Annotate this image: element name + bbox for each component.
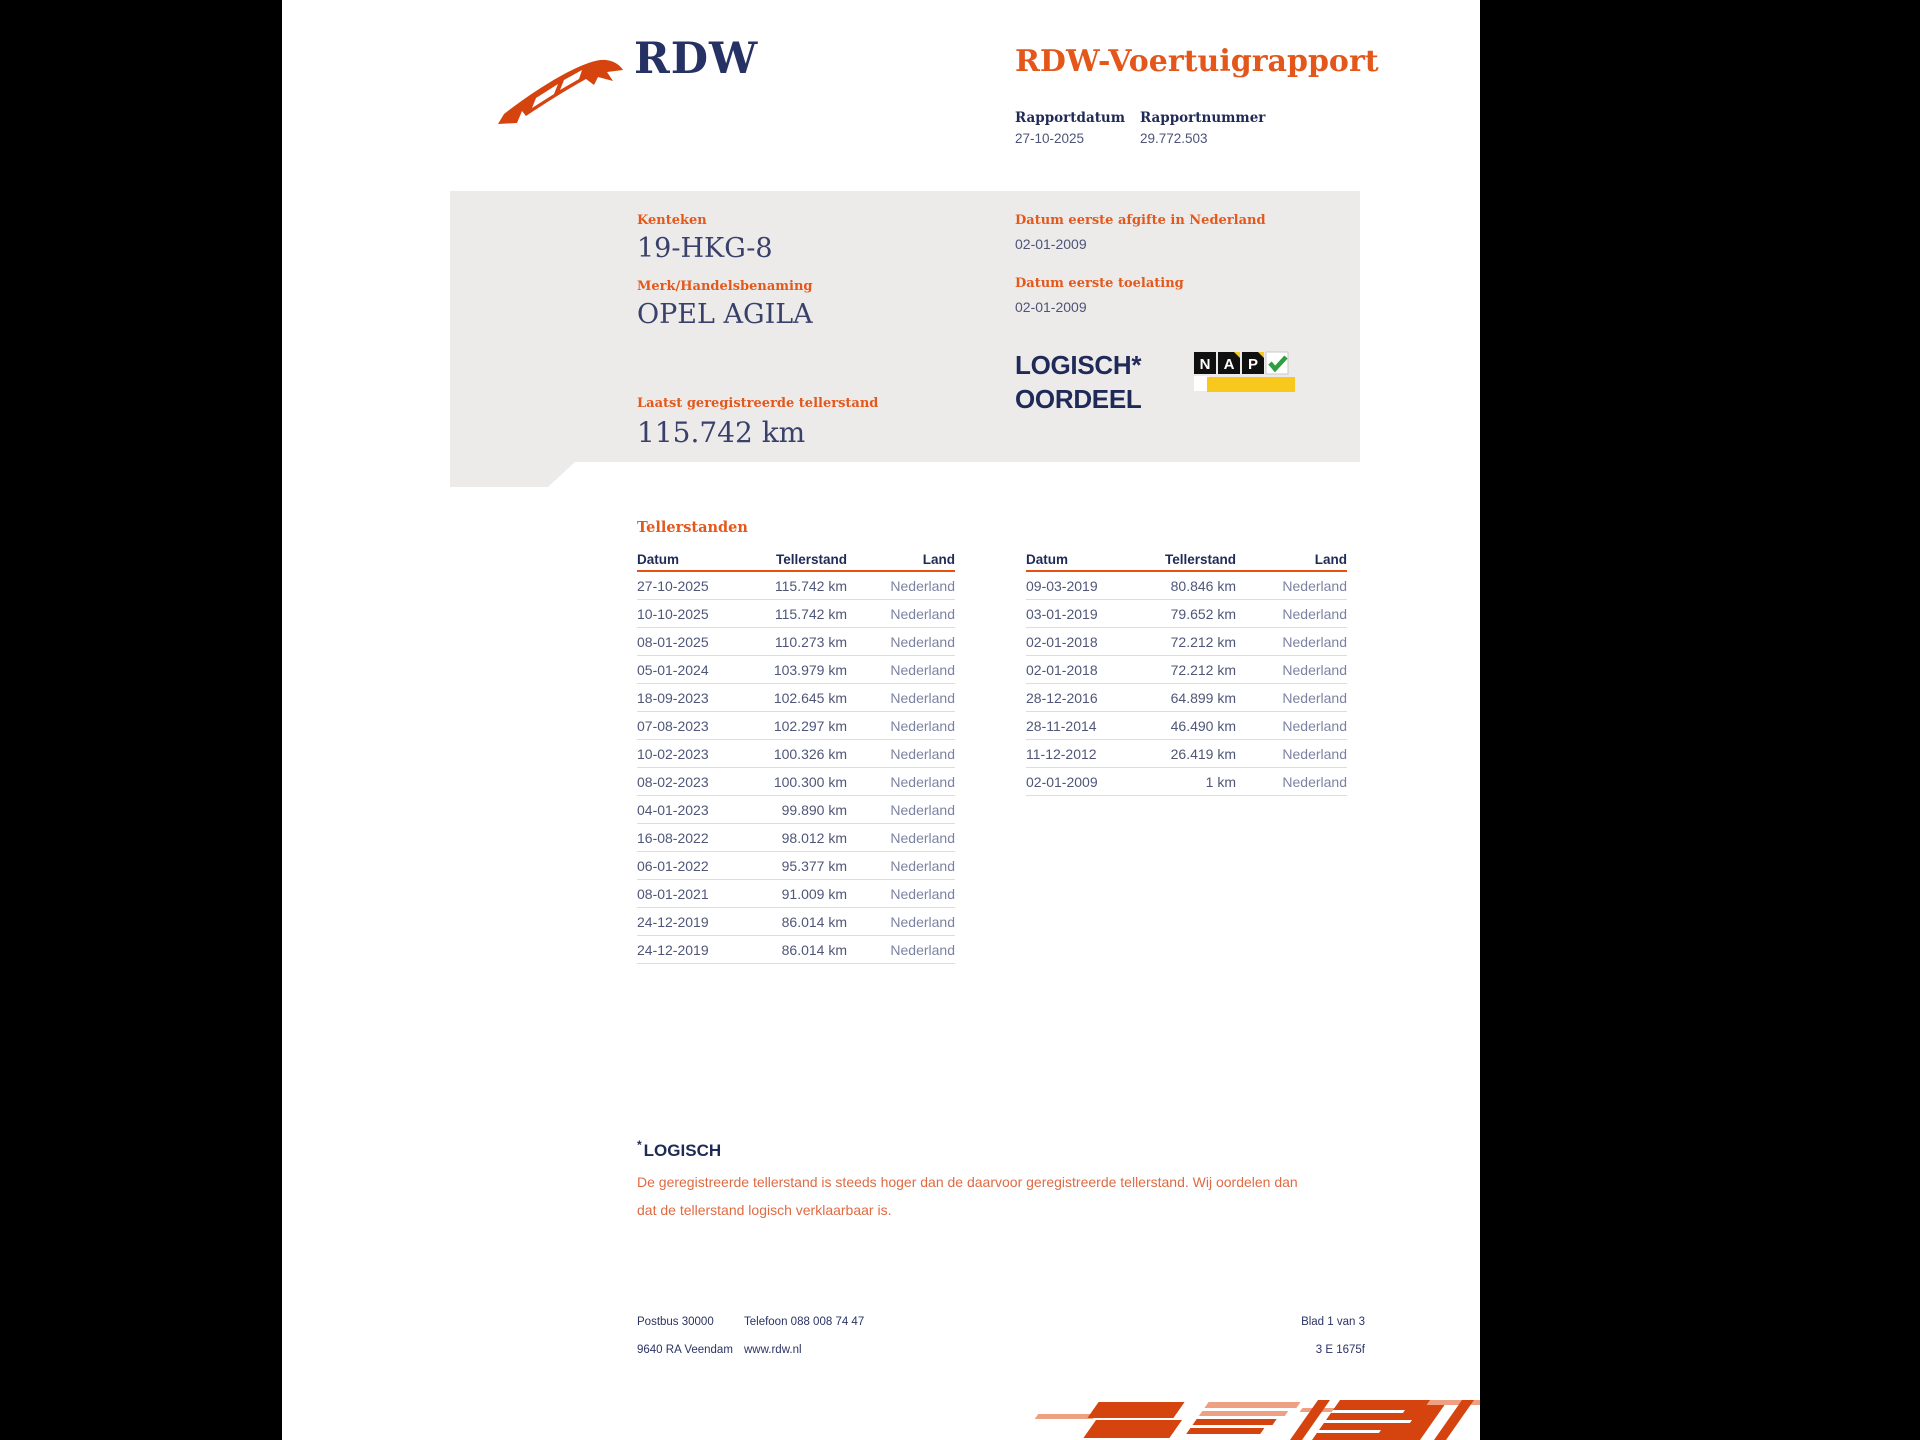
tellerstanden-table-right [1026, 543, 1347, 796]
report-page [282, 0, 1480, 1440]
cell-date: 24-12-2019 [637, 941, 709, 958]
note-asterisk: * [637, 1138, 642, 1152]
table-row [637, 740, 955, 768]
cell-land: Nederland [890, 913, 955, 930]
cell-km: 110.273 km [774, 633, 847, 650]
cell-land: Nederland [1282, 717, 1347, 734]
cell-date: 11-12-2012 [1026, 745, 1097, 762]
afgifte-label: Datum eerste afgifte in Nederland [1015, 213, 1266, 228]
cell-km: 26.419 km [1170, 745, 1236, 762]
table-row [637, 656, 955, 684]
note-line2: dat de tellerstand logisch verklaarbaar is. [637, 1202, 892, 1218]
page-title: RDW-Voertuigrapport [1015, 44, 1379, 79]
cell-date: 09-03-2019 [1026, 577, 1098, 594]
cell-km: 1 km [1205, 773, 1236, 790]
tellerstand-value: 115.742 km [637, 416, 806, 449]
cell-land: Nederland [890, 801, 955, 818]
cell-date: 08-02-2023 [637, 773, 709, 790]
cell-km: 91.009 km [781, 885, 847, 902]
rdw-wordmark: RDW [634, 34, 759, 84]
nap-letter-a: A [1223, 356, 1235, 373]
table-row [637, 908, 955, 936]
cell-date: 16-08-2022 [637, 829, 709, 846]
rdw-bird-logo-icon [496, 52, 628, 132]
cell-land: Nederland [1282, 773, 1347, 790]
cell-km: 103.979 km [773, 661, 847, 678]
cell-km: 102.645 km [773, 689, 847, 706]
cell-km: 100.300 km [773, 773, 847, 790]
cell-land: Nederland [890, 633, 955, 650]
toelating-label: Datum eerste toelating [1015, 276, 1184, 291]
footer-website: www.rdw.nl [744, 1344, 802, 1356]
col-header-tellerstand: Tellerstand [1164, 552, 1236, 567]
table-row [637, 852, 955, 880]
cell-date: 24-12-2019 [637, 913, 709, 930]
cell-km: 99.890 km [781, 801, 847, 818]
cell-km: 86.014 km [781, 941, 847, 958]
cell-land: Nederland [890, 773, 955, 790]
footer-address1: Postbus 30000 [637, 1316, 714, 1328]
cell-km: 64.899 km [1170, 689, 1236, 706]
cell-land: Nederland [1282, 605, 1347, 622]
cell-km: 98.012 km [781, 829, 847, 846]
table-row [637, 796, 955, 824]
nap-letter-p: P [1247, 356, 1259, 373]
report-number-value: 29.772.503 [1140, 131, 1208, 146]
table-row [1026, 740, 1347, 768]
table-row [637, 684, 955, 712]
col-header-land: Land [1314, 552, 1347, 567]
cell-date: 08-01-2021 [637, 885, 709, 902]
cell-land: Nederland [890, 885, 955, 902]
cell-km: 46.490 km [1170, 717, 1236, 734]
cell-land: Nederland [890, 661, 955, 678]
table-row [637, 712, 955, 740]
cell-date: 27-10-2025 [637, 577, 709, 594]
cell-date: 28-11-2014 [1026, 717, 1097, 734]
cell-land: Nederland [890, 689, 955, 706]
merk-label: Merk/Handelsbenaming [637, 279, 813, 294]
cell-date: 18-09-2023 [637, 689, 709, 706]
cell-date: 28-12-2016 [1026, 689, 1098, 706]
table-row [637, 936, 955, 964]
table-row [637, 572, 955, 600]
cell-date: 05-01-2024 [637, 661, 709, 678]
merk-value: OPEL AGILA [637, 299, 813, 330]
report-date-label: Rapportdatum [1015, 110, 1126, 126]
nap-white-square [1194, 376, 1209, 391]
cell-land: Nederland [890, 941, 955, 958]
cell-land: Nederland [1282, 689, 1347, 706]
section-title-tellerstanden: Tellerstanden [637, 519, 748, 536]
oordeel-line2: OORDEEL [1015, 384, 1142, 414]
cell-km: 80.846 km [1170, 577, 1236, 594]
note-title [637, 1138, 721, 1161]
table-row [637, 768, 955, 796]
nap-logo [1194, 349, 1296, 395]
afgifte-value: 02-01-2009 [1015, 236, 1087, 252]
cell-date: 10-02-2023 [637, 745, 709, 762]
cell-date: 06-01-2022 [637, 857, 709, 874]
table-header-row [637, 543, 955, 572]
table-row [637, 880, 955, 908]
table-row [1026, 600, 1347, 628]
note-title-text: LOGISCH [643, 1141, 722, 1160]
table-header-row [1026, 543, 1347, 572]
cell-km: 95.377 km [781, 857, 847, 874]
vehicle-summary-panel [450, 191, 1360, 487]
tellerstand-label: Laatst geregistreerde tellerstand [637, 396, 879, 411]
cell-land: Nederland [890, 829, 955, 846]
table-body [1026, 572, 1347, 796]
cell-date: 07-08-2023 [637, 717, 709, 734]
table-row [637, 824, 955, 852]
footer-form-code: 3 E 1675f [1315, 1344, 1365, 1356]
table-row [637, 628, 955, 656]
cell-km: 86.014 km [781, 913, 847, 930]
cell-land: Nederland [1282, 661, 1347, 678]
col-header-datum: Datum [1026, 552, 1069, 567]
cell-land: Nederland [890, 745, 955, 762]
cell-date: 10-10-2025 [637, 605, 709, 622]
cell-land: Nederland [890, 857, 955, 874]
nap-yellow-bar [1207, 377, 1295, 392]
col-header-tellerstand: Tellerstand [775, 552, 847, 567]
cell-km: 72.212 km [1170, 661, 1236, 678]
table-row [1026, 712, 1347, 740]
note-body [637, 1168, 1397, 1224]
col-header-land: Land [922, 552, 955, 567]
table-row [1026, 684, 1347, 712]
cell-land: Nederland [890, 717, 955, 734]
note-line1: De geregistreerde tellerstand is steeds hoger dan de daarvoor geregistreerde tellerstand. Wij oordelen dan [637, 1174, 1298, 1190]
footer-page-indicator: Blad 1 van 3 [1301, 1316, 1365, 1328]
cell-date: 02-01-2018 [1026, 661, 1098, 678]
cell-km: 102.297 km [773, 717, 847, 734]
kenteken-label: Kenteken [637, 213, 707, 228]
report-number-label: Rapportnummer [1140, 110, 1266, 126]
rdw-speedlines-graphic [1032, 1400, 1480, 1440]
toelating-value: 02-01-2009 [1015, 299, 1087, 315]
nap-letter-n: N [1199, 356, 1211, 373]
table-body [637, 572, 955, 964]
col-header-datum: Datum [637, 552, 680, 567]
cell-land: Nederland [1282, 745, 1347, 762]
table-row [1026, 572, 1347, 600]
table-row [1026, 656, 1347, 684]
footer-address2: 9640 RA Veendam [637, 1344, 733, 1356]
tellerstanden-table-left [637, 543, 955, 964]
cell-date: 03-01-2019 [1026, 605, 1098, 622]
cell-land: Nederland [890, 605, 955, 622]
kenteken-value: 19-HKG-8 [637, 233, 773, 264]
cell-date: 04-01-2023 [637, 801, 709, 818]
cell-land: Nederland [1282, 633, 1347, 650]
cell-km: 79.652 km [1170, 605, 1236, 622]
cell-land: Nederland [890, 577, 955, 594]
cell-km: 100.326 km [773, 745, 847, 762]
cell-km: 115.742 km [774, 577, 847, 594]
footer-phone: Telefoon 088 008 74 47 [744, 1316, 865, 1328]
table-row [1026, 768, 1347, 796]
cell-date: 02-01-2018 [1026, 633, 1098, 650]
oordeel-status [1015, 348, 1141, 416]
cell-km: 115.742 km [774, 605, 847, 622]
table-row [1026, 628, 1347, 656]
cell-km: 72.212 km [1170, 633, 1236, 650]
cell-land: Nederland [1282, 577, 1347, 594]
report-date-value: 27-10-2025 [1015, 131, 1085, 146]
oordeel-line1: LOGISCH* [1015, 350, 1142, 380]
cell-date: 02-01-2009 [1026, 773, 1098, 790]
table-row [637, 600, 955, 628]
cell-date: 08-01-2025 [637, 633, 709, 650]
